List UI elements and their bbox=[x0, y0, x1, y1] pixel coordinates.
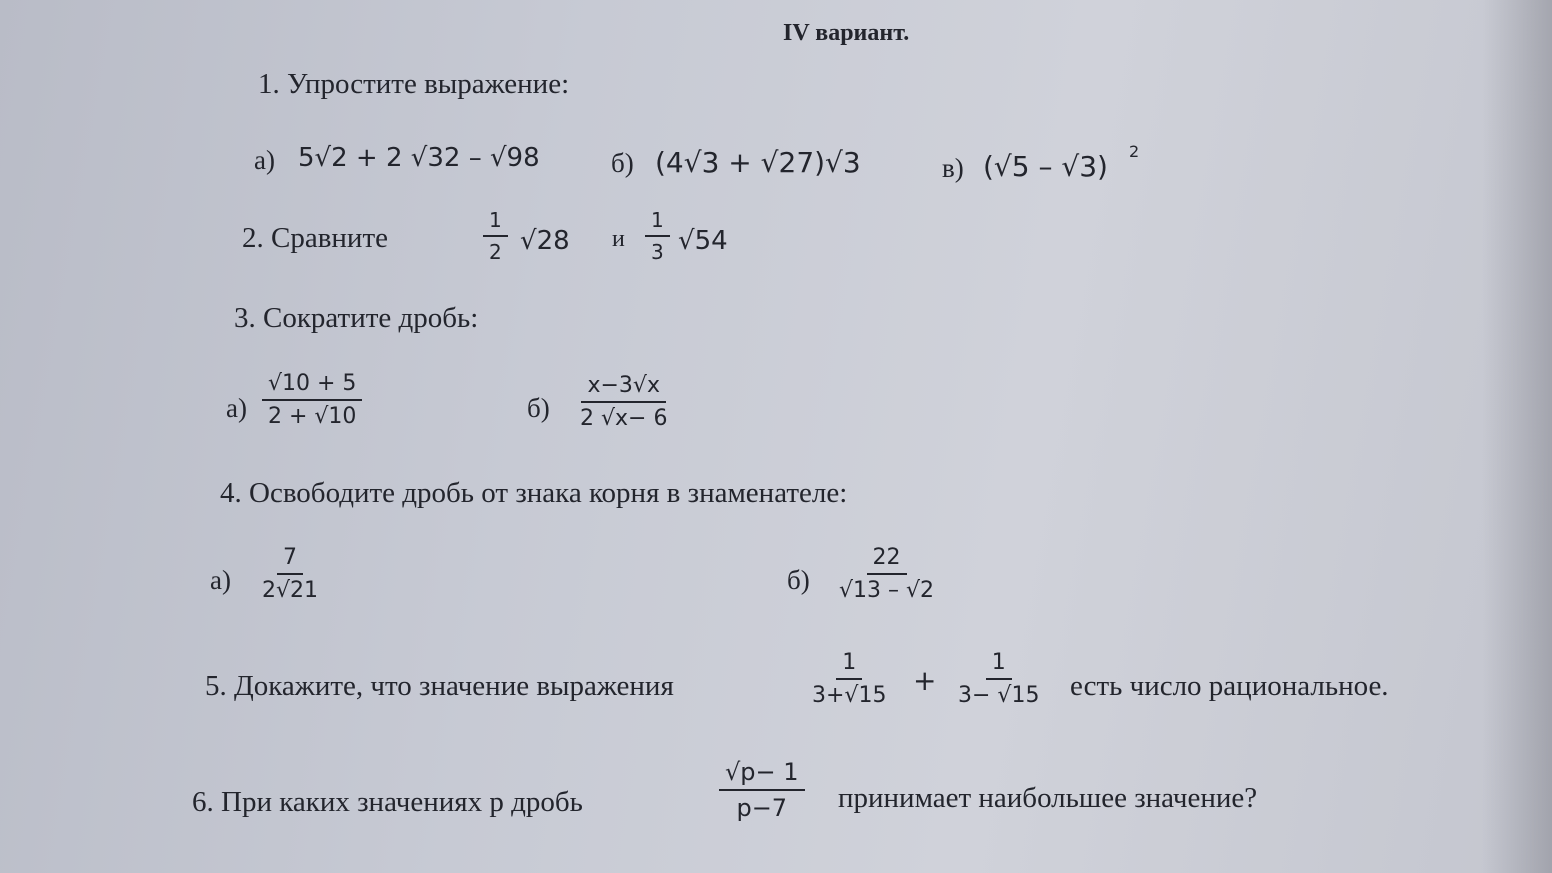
fraction bbox=[645, 208, 670, 264]
numerator: 1 bbox=[645, 208, 670, 237]
denominator: 3+√15 bbox=[812, 683, 887, 708]
fraction bbox=[483, 208, 508, 264]
task5-tail: есть число рациональное. bbox=[1070, 670, 1389, 702]
task5-plus: + bbox=[913, 664, 937, 697]
task1-a-label: а) bbox=[254, 145, 275, 175]
denominator: 2 √x− 6 bbox=[580, 406, 668, 431]
fraction bbox=[256, 545, 324, 603]
page-edge-shadow bbox=[1482, 0, 1552, 873]
task2-and: и bbox=[612, 226, 625, 252]
fraction bbox=[719, 758, 805, 822]
task1-c-exponent: 2 bbox=[1129, 142, 1140, 161]
task6-prompt: 6. При каких значениях р дробь bbox=[192, 786, 583, 818]
task4-prompt: 4. Освободите дробь от знака корня в знаменателе: bbox=[220, 477, 848, 509]
denominator: 2√21 bbox=[262, 578, 319, 603]
task4-b-label: б) bbox=[787, 565, 810, 595]
denominator: 3 bbox=[651, 240, 664, 264]
task1-a-expression: 5√2 + 2 √32 – √98 bbox=[298, 143, 540, 173]
numerator: x−3√x bbox=[581, 373, 666, 403]
task6-tail: принимает наибольшее значение? bbox=[838, 782, 1258, 814]
task3-prompt: 3. Сократите дробь: bbox=[234, 302, 479, 334]
task5-fraction-2 bbox=[952, 650, 1045, 708]
task3-b-label: б) bbox=[527, 393, 550, 423]
task1-b-expression: (4√3 + √27)√3 bbox=[655, 146, 861, 179]
task4-a-label: а) bbox=[210, 565, 231, 595]
task1-prompt: 1. Упростите выражение: bbox=[258, 68, 570, 100]
fraction bbox=[806, 650, 892, 708]
task5-fraction-1 bbox=[806, 650, 892, 708]
numerator: 1 bbox=[836, 650, 862, 680]
denominator: 2 bbox=[489, 240, 502, 264]
fraction bbox=[574, 373, 673, 431]
task4-a-fraction bbox=[256, 545, 324, 603]
task5-prompt: 5. Докажите, что значение выражения bbox=[205, 670, 674, 702]
denominator: 2 + √10 bbox=[268, 404, 357, 429]
task1-c-label: в) bbox=[942, 153, 964, 183]
fraction bbox=[952, 650, 1045, 708]
task2-radical-1: √28 bbox=[520, 226, 570, 256]
task1-c-expression: (√5 – √3) bbox=[983, 150, 1108, 183]
task1-b-label: б) bbox=[611, 148, 634, 178]
task2-fraction-2 bbox=[645, 208, 670, 264]
numerator: 7 bbox=[277, 545, 303, 575]
numerator: √p− 1 bbox=[719, 758, 805, 791]
task3-a-label: а) bbox=[226, 393, 247, 423]
task4-b-fraction bbox=[833, 545, 940, 603]
fraction bbox=[833, 545, 940, 603]
task2-prompt: 2. Сравните bbox=[242, 222, 388, 254]
numerator: 22 bbox=[867, 545, 907, 575]
numerator: 1 bbox=[483, 208, 508, 237]
task3-b-fraction bbox=[574, 373, 673, 431]
denominator: 3− √15 bbox=[958, 683, 1040, 708]
task2-radical-2: √54 bbox=[678, 226, 728, 256]
denominator: p−7 bbox=[736, 794, 788, 822]
numerator: 1 bbox=[986, 650, 1012, 680]
task3-a-fraction bbox=[262, 371, 362, 429]
numerator: √10 + 5 bbox=[262, 371, 362, 401]
variant-title: IV вариант. bbox=[783, 20, 910, 46]
denominator: √13 – √2 bbox=[839, 578, 935, 603]
task2-fraction-1 bbox=[483, 208, 508, 264]
fraction bbox=[262, 371, 362, 429]
task6-fraction bbox=[719, 758, 805, 822]
